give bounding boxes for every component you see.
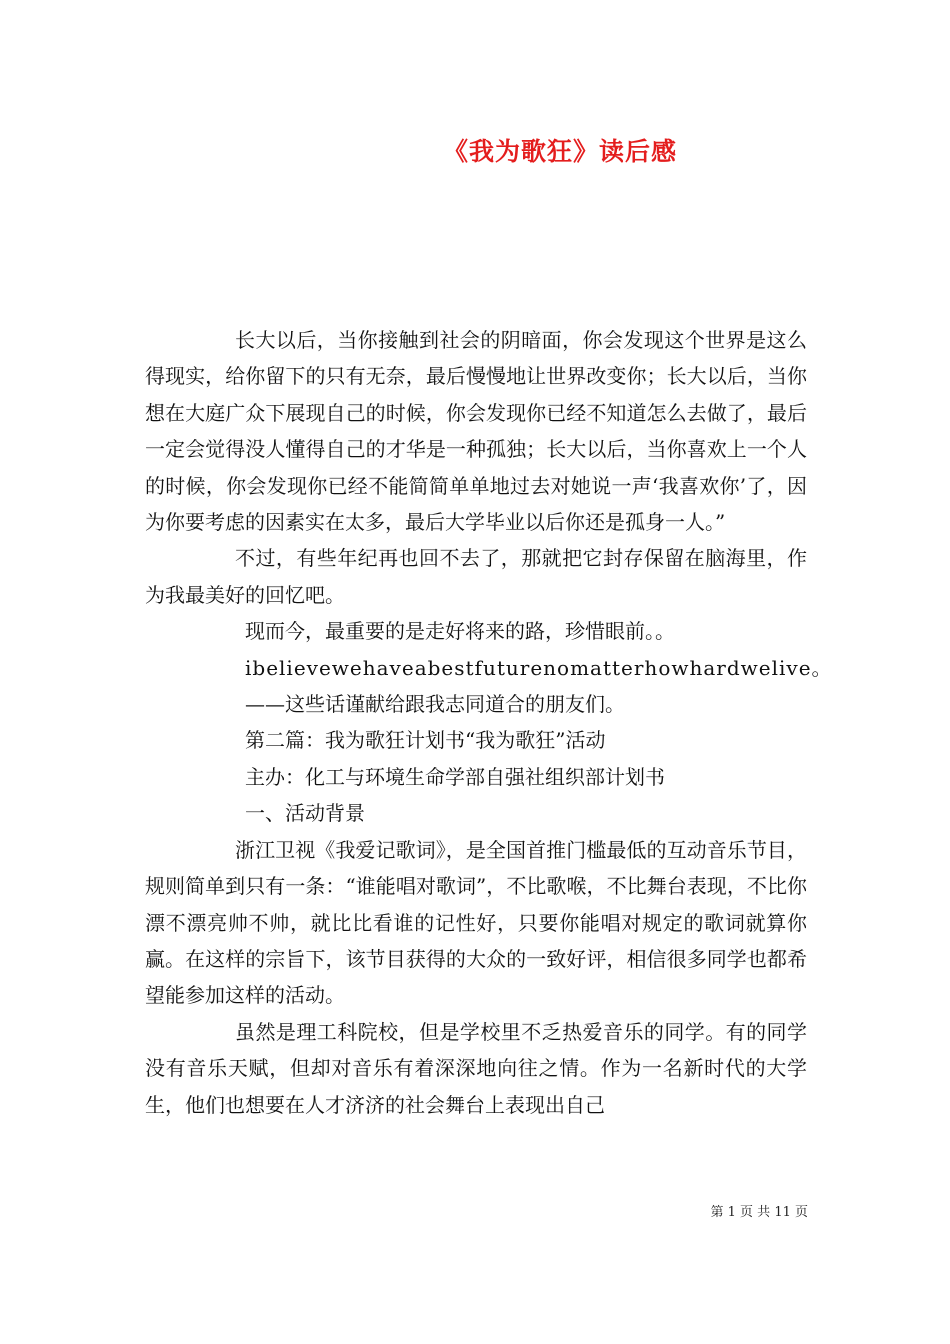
paragraph: 现而今，最重要的是走好将来的路，珍惜眼前。。 [245,619,675,644]
paragraph: 主办：化工与环境生命学部自强社组织部计划书 [245,764,665,789]
page-number-footer: 第 1 页 共 11 页 [710,1205,808,1220]
paragraph: 虽然是理工科院校，但是学校里不乏热爱音乐的同学。有的同学没有音乐天赋，但却对音乐有着深深地向往之情。作为一名新时代的大学生，他们也想要在人才济济的社会舞台上表现出自己 [145,1019,807,1117]
paragraph: ——这些话谨献给跟我志同道合的朋友们。 [245,692,625,717]
paragraph: ibelievewehaveabestfuturenomatterhowhardwelive。 [245,655,833,680]
document-title: 《我为歌狂》读后感 [442,137,677,166]
section-heading: 第二篇：我为歌狂计划书“我为歌狂”活动 [245,728,606,753]
paragraph: 不过，有些年纪再也回不去了，那就把它封存保留在脑海里，作为我最美好的回忆吧。 [145,546,807,607]
section-heading: 一、活动背景 [245,801,365,826]
paragraph: 浙江卫视《我爱记歌词》，是全国首推门槛最低的互动音乐节目，规则简单到只有一条：“谁能唱对歌词”，不比歌喉，不比舞台表现，不比你漂不漂亮帅不帅，就比比看谁的记性好，只要你能唱对规定的歌词就算你赢。在这样的宗旨下，该节目获得的大众的一致好评，相信很多同学也都希望能参加这样的活动。 [145,837,807,1008]
document-body [145,322,833,1123]
paragraph: 长大以后，当你接触到社会的阴暗面，你会发现这个世界是这么得现实，给你留下的只有无奈，最后慢慢地让世界改变你；长大以后，当你想在大庭广众下展现自己的时候，你会发现你已经不知道怎么去做了，最后一定会觉得没人懂得自己的才华是一种孤独；长大以后，当你喜欢上一个人的时候，你会发现你已经不能简简单单地过去对她说一声‘我喜欢你’了，因为你要考虑的因素实在太多，最后大学毕业以后你还是孤身一人。” [145,328,807,535]
